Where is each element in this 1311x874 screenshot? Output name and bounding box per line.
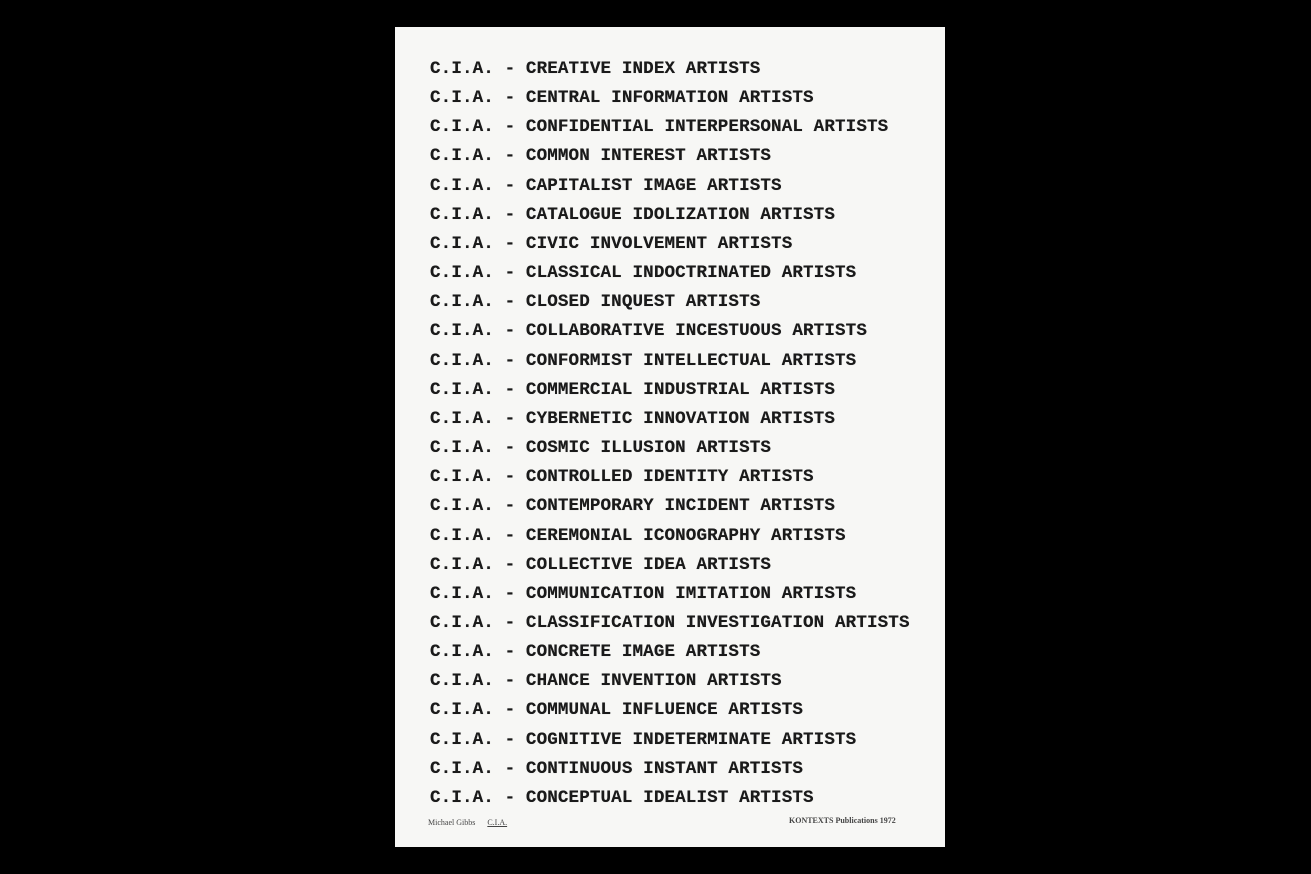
list-item: C.I.A. - CONTINUOUS INSTANT ARTISTS bbox=[430, 758, 804, 779]
publisher-credit: KONTEXTS Publications 1972 bbox=[789, 816, 896, 825]
poster-sheet bbox=[395, 27, 945, 847]
list-item: C.I.A. - CONFORMIST INTELLECTUAL ARTISTS bbox=[430, 350, 857, 371]
acronym-list bbox=[430, 55, 910, 813]
list-item: C.I.A. - CONCRETE IMAGE ARTISTS bbox=[430, 642, 761, 663]
list-item: C.I.A. - COLLECTIVE IDEA ARTISTS bbox=[430, 554, 772, 575]
list-item: C.I.A. - CLASSICAL INDOCTRINATED ARTISTS bbox=[430, 263, 857, 284]
list-item: C.I.A. - CONTEMPORARY INCIDENT ARTISTS bbox=[430, 496, 836, 517]
list-item: C.I.A. - CATALOGUE IDOLIZATION ARTISTS bbox=[430, 204, 836, 225]
list-item: C.I.A. - CYBERNETIC INNOVATION ARTISTS bbox=[430, 408, 836, 429]
list-item: C.I.A. - COMMUNAL INFLUENCE ARTISTS bbox=[430, 700, 804, 721]
list-item: C.I.A. - CREATIVE INDEX ARTISTS bbox=[430, 59, 761, 79]
list-item: C.I.A. - CLASSIFICATION INVESTIGATION ARTISTS bbox=[430, 612, 910, 633]
list-item: C.I.A. - COSMIC ILLUSION ARTISTS bbox=[430, 438, 772, 459]
list-item: C.I.A. - COMMON INTEREST ARTISTS bbox=[430, 146, 772, 167]
list-item: C.I.A. - COMMUNICATION IMITATION ARTISTS bbox=[430, 583, 857, 604]
list-item: C.I.A. - COLLABORATIVE INCESTUOUS ARTISTS bbox=[430, 321, 867, 342]
list-item: C.I.A. - CEREMONIAL ICONOGRAPHY ARTISTS bbox=[430, 525, 846, 546]
list-item: C.I.A. - CIVIC INVOLVEMENT ARTISTS bbox=[430, 233, 793, 254]
list-item: C.I.A. - COGNITIVE INDETERMINATE ARTISTS bbox=[430, 729, 857, 750]
list-item: C.I.A. - CHANCE INVENTION ARTISTS bbox=[430, 671, 782, 692]
footer-credit bbox=[428, 818, 507, 827]
list-item: C.I.A. - CONFIDENTIAL INTERPERSONAL ARTISTS bbox=[430, 117, 889, 138]
list-item: C.I.A. - CENTRAL INFORMATION ARTISTS bbox=[430, 88, 814, 109]
list-item: C.I.A. - CLOSED INQUEST ARTISTS bbox=[430, 292, 761, 313]
list-item: C.I.A. - COMMERCIAL INDUSTRIAL ARTISTS bbox=[430, 379, 836, 400]
author-name: Michael Gibbs bbox=[428, 818, 476, 827]
work-title: C.I.A. bbox=[487, 818, 508, 827]
list-item: C.I.A. - CAPITALIST IMAGE ARTISTS bbox=[430, 175, 782, 196]
list-item: C.I.A. - CONCEPTUAL IDEALIST ARTISTS bbox=[430, 787, 814, 808]
list-item: C.I.A. - CONTROLLED IDENTITY ARTISTS bbox=[430, 467, 814, 488]
